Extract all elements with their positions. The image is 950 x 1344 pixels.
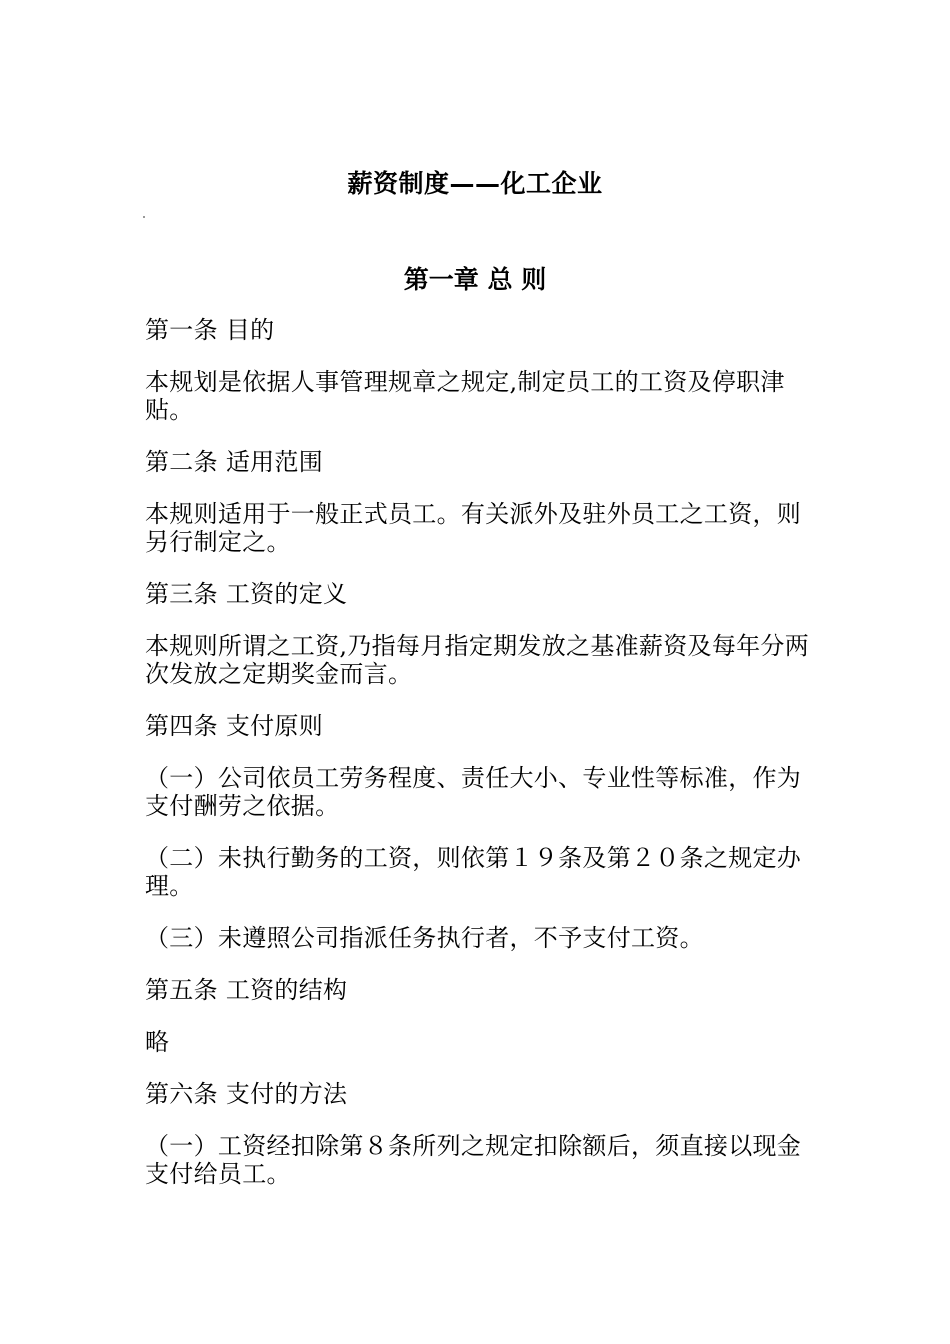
article-heading: 第三条 工资的定义 <box>145 580 348 608</box>
article-body: 本规划是依据人事管理规章之规定,制定员工的工资及停职津贴。 <box>145 368 785 424</box>
article-clause: （二）未执行勤务的工资，则依第１９条及第２０条之规定办理。 <box>145 844 802 900</box>
article-clause: （三）未遵照公司指派任务执行者，不予支付工资。 <box>145 924 704 952</box>
article-body: 略 <box>145 1028 170 1056</box>
article-clause: （一）工资经扣除第８条所列之规定扣除额后，须直接以现金支付给员工。 <box>145 1132 802 1188</box>
article-clause: （一）公司依员工劳务程度、责任大小、专业性等标准，作为支付酬劳之依据。 <box>145 764 802 820</box>
article-heading: 第一条 目的 <box>145 316 275 344</box>
stray-mark <box>143 216 145 218</box>
document-title: 薪资制度——化工企业 <box>347 169 603 198</box>
article-body: 本规则所谓之工资,乃指每月指定期发放之基准薪资及每年分两次发放之定期奖金而言。 <box>145 632 810 688</box>
article-heading: 第六条 支付的方法 <box>145 1080 348 1108</box>
chapter-title: 第一章 总 则 <box>403 265 547 294</box>
article-heading: 第二条 适用范围 <box>145 448 324 476</box>
article-heading: 第五条 工资的结构 <box>145 976 348 1004</box>
article-body: 本规则适用于一般正式员工。有关派外及驻外员工之工资，则另行制定之。 <box>145 500 802 556</box>
article-heading: 第四条 支付原则 <box>145 712 324 740</box>
